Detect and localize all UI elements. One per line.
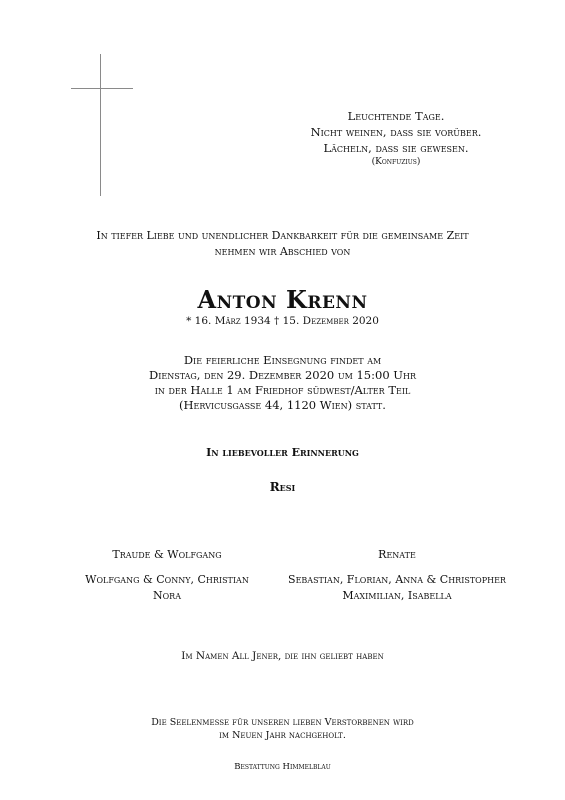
undertaker-name: Bestattung Himmelblau xyxy=(234,762,331,772)
family-left-line: Wolfgang & Conny, Christian xyxy=(85,573,249,586)
mass-line: im Neuen Jahr nachgeholt. xyxy=(219,730,346,741)
family-right xyxy=(272,547,522,604)
family-left-line: Nora xyxy=(153,589,181,602)
cross-icon xyxy=(100,54,101,196)
quote-line: Lächeln, dass sie gewesen. xyxy=(323,141,469,155)
intro-text xyxy=(40,228,525,260)
family-right-line: Maximilian, Isabella xyxy=(342,589,452,602)
family-right-head: Renate xyxy=(378,548,416,561)
quote-block xyxy=(282,108,510,168)
intro-line: In tiefer Liebe und unendlicher Dankbarkeit für die gemeinsame Zeit xyxy=(96,229,469,242)
life-dates: * 16. März 1934 † 15. Dezember 2020 xyxy=(186,315,379,327)
ceremony-line: in der Halle 1 am Friedhof südwest/Alter Teil xyxy=(154,383,411,397)
mass-line: Die Seelenmesse für unseren lieben Verstorbenen wird xyxy=(151,717,414,728)
partner-name: Resi xyxy=(269,480,296,494)
in-name-of: Im Namen All Jener, die ihn geliebt haben xyxy=(181,650,384,662)
quote-author: (Konfuzius) xyxy=(371,157,421,167)
mass-note xyxy=(60,716,505,742)
family-left-head: Traude & Wolfgang xyxy=(112,548,222,561)
quote-line: Nicht weinen, dass sie vorüber. xyxy=(310,125,482,139)
intro-line: nehmen wir Abschied von xyxy=(214,245,351,258)
family-right-line: Sebastian, Florian, Anna & Christopher xyxy=(288,573,506,586)
ceremony-line: (Hervicusgasse 44, 1120 Wien) statt. xyxy=(179,398,386,412)
ceremony-info xyxy=(60,353,505,413)
cross-icon-bar xyxy=(71,88,133,89)
ceremony-line: Die feierliche Einsegnung findet am xyxy=(183,353,382,367)
quote-line: Leuchtende Tage. xyxy=(347,109,445,123)
ceremony-line: Dienstag, den 29. Dezember 2020 um 15:00 Uhr xyxy=(149,368,416,382)
memory-heading: In liebevoller Erinnerung xyxy=(206,446,359,459)
deceased-name: Anton Krenn xyxy=(197,285,368,314)
family-left xyxy=(72,547,262,604)
